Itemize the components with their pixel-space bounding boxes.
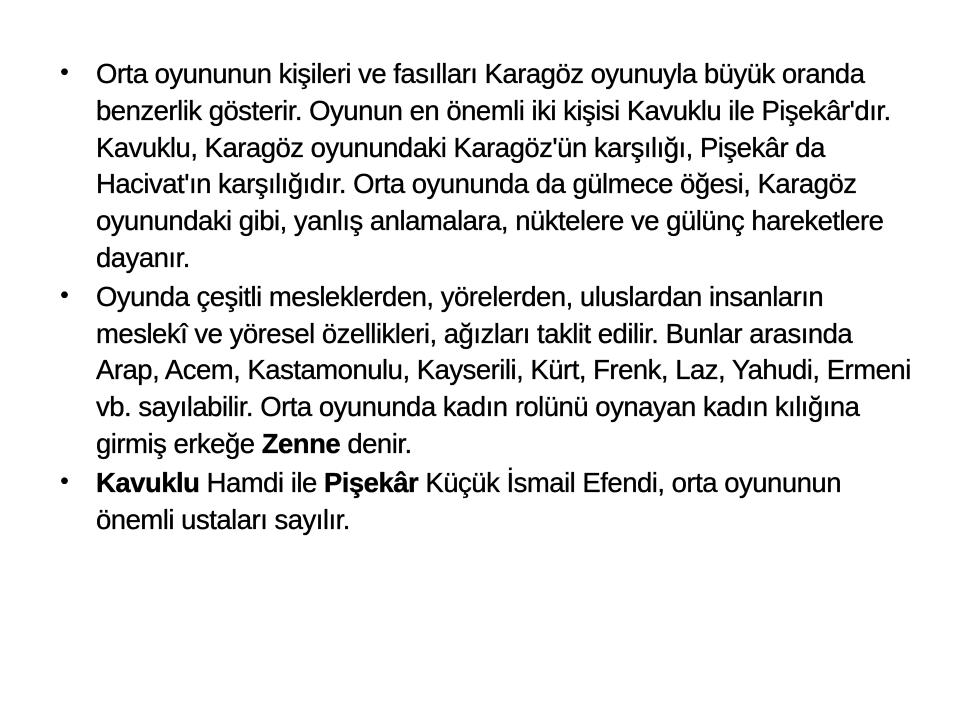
- bold-term-kavuklu: Kavuklu: [96, 466, 200, 498]
- bullet-text-end: Küçük İsmail Efendi, orta oyununun önemli ustaları sayılır.: [96, 466, 842, 535]
- bullet-text: Orta oyununun kişileri ve fasılları Karagöz oyunuyla büyük oranda benzerlik gösterir. Oyunun en önemli iki kişisi Kavuklu ile Pişekâr'dır. Kavuklu, Karagöz oyunundaki Karagöz'ün karşılığı, Pişekâr da Hacivat'ın karşılığıdır. Orta oyununda da gülmece öğesi, Karagöz oyunundaki gibi, yanlış anlamalara, nüktelere ve gülünç hareketlere dayanır.: [96, 58, 891, 273]
- bold-term-pisekar: Pişekâr: [323, 466, 419, 498]
- bullet-item-2: [58, 279, 918, 463]
- bullet-dot: •: [58, 469, 71, 495]
- bullet-text: Oyunda çeşitli mesleklerden, yörelerden, uluslardan insanların meslekî ve yöresel özellikleri, ağızları taklit edilir. Bunlar arasında Arap, Acem, Kastamonulu, Kayserili, Kürt, Frenk, Laz, Yahudi, Ermeni vb. sayılabilir. Orta oyununda kadın rolünü oynayan kadın kılığına girmiş erkeğe: [96, 280, 911, 459]
- bullet-dot: •: [58, 283, 71, 309]
- bullet-text-end: denir.: [340, 427, 412, 459]
- bullet-list: [58, 56, 918, 540]
- bold-term-zenne: Zenne: [261, 427, 341, 459]
- bullet-text-middle: Hamdi ile: [199, 466, 324, 498]
- bullet-dot: •: [58, 61, 71, 86]
- bullet-item-3: [58, 465, 918, 539]
- bullet-item-1: [58, 56, 918, 277]
